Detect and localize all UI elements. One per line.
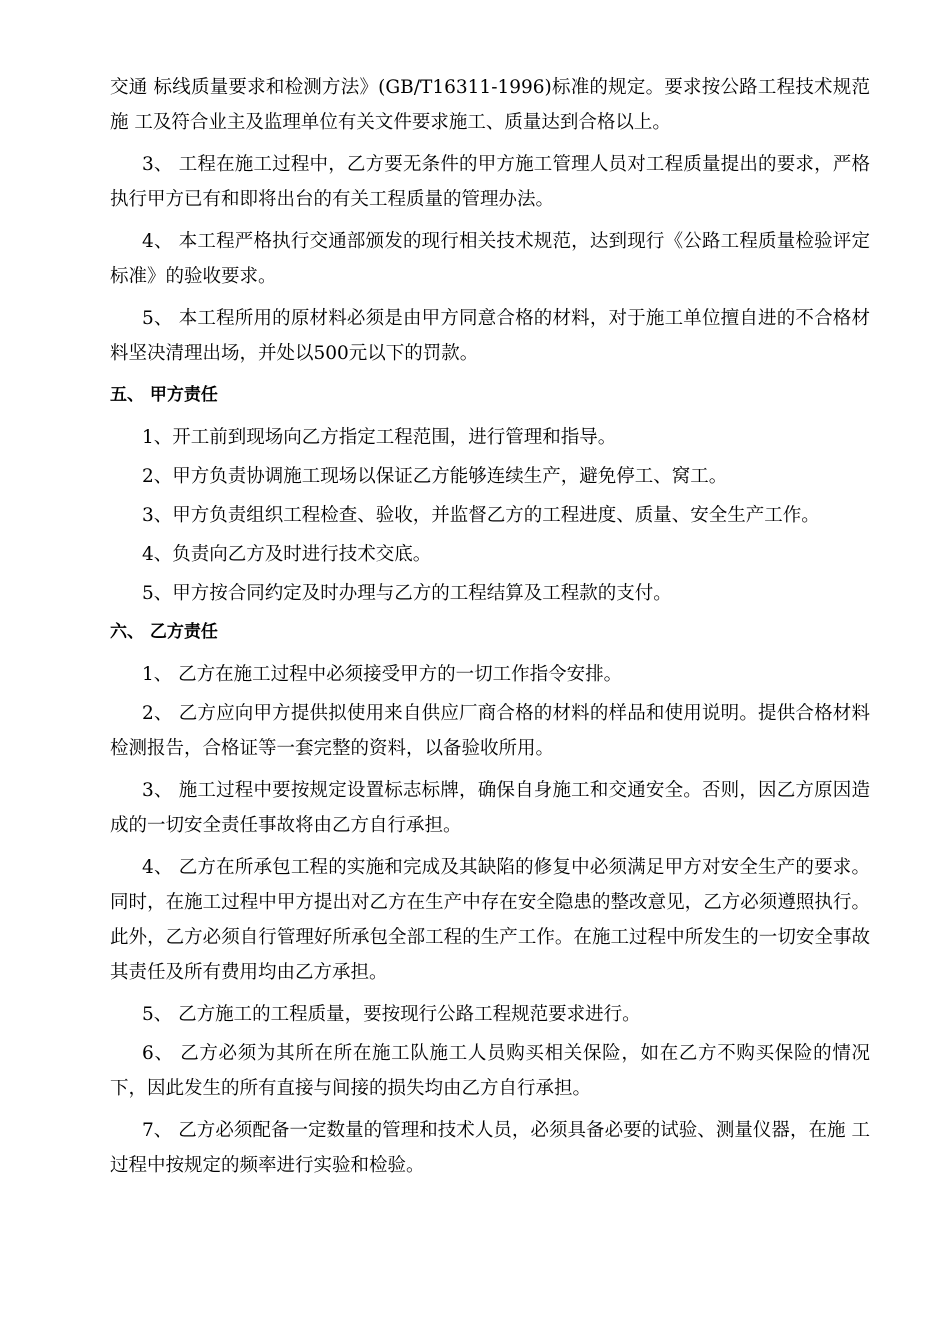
party-b-item-4: 4、 乙方在所承包工程的实施和完成及其缺陷的修复中必须满足甲方对安全生产的要求。同时，在施工过程中甲方提出对乙方在生产中存在安全隐患的整改意见，乙方必须遵照执行。此外，乙方必须自行管理好所承包全部工程的生产工作。在施工过程中所发生的一切安全事故其责任及所有费用均由乙方承担。: [110, 857, 870, 983]
party-b-item-6: 6、 乙方必须为其所在所在施工队施工人员购买相关保险，如在乙方不购买保险的情况下，因此发生的所有直接与间接的损失均由乙方自行承担。: [110, 1043, 870, 1099]
party-a-item-2: 2、甲方负责协调施工现场以保证乙方能够连续生产，避免停工、窝工。: [142, 466, 728, 487]
party-b-item-3: 3、 施工过程中要按规定设置标志标牌，确保自身施工和交通安全。否则，因乙方原因造成的一切安全责任事故将由乙方自行承担。: [110, 780, 870, 836]
party-b-item-5: 5、 乙方施工的工程质量，要按现行公路工程规范要求进行。: [142, 1004, 641, 1025]
section-heading-party-b: 六、 乙方责任: [110, 622, 218, 642]
party-a-item-3: 3、甲方负责组织工程检查、验收，并监督乙方的工程进度、质量、安全生产工作。: [142, 505, 820, 526]
section-heading-party-a: 五、 甲方责任: [110, 385, 218, 405]
quality-item-4: 4、 本工程严格执行交通部颁发的现行相关技术规范，达到现行《公路工程质量检验评定标准》的验收要求。: [110, 231, 870, 287]
quality-item-3: 3、 工程在施工过程中，乙方要无条件的甲方施工管理人员对工程质量提出的要求，严格执行甲方已有和即将出台的有关工程质量的管理办法。: [110, 154, 870, 210]
intro-paragraph: 交通 标线质量要求和检测方法》(GB/T16311-1996)标准的规定。要求按公路工程技术规范施 工及符合业主及监理单位有关文件要求施工、质量达到合格以上。: [110, 77, 870, 133]
party-a-item-4: 4、负责向乙方及时进行技术交底。: [142, 544, 432, 565]
document-body: [110, 70, 870, 1190]
party-b-item-2: 2、 乙方应向甲方提供拟使用来自供应厂商合格的材料的样品和使用说明。提供合格材料检测报告，合格证等一套完整的资料，以备验收所用。: [110, 703, 870, 759]
party-a-item-1: 1、开工前到现场向乙方指定工程范围，进行管理和指导。: [142, 427, 617, 448]
quality-item-5: 5、 本工程所用的原材料必须是由甲方同意合格的材料，对于施工单位擅自进的不合格材料坚决清理出场，并处以500元以下的罚款。: [110, 308, 870, 364]
party-a-item-5: 5、甲方按合同约定及时办理与乙方的工程结算及工程款的支付。: [142, 583, 672, 604]
party-b-item-7: 7、 乙方必须配备一定数量的管理和技术人员，必须具备必要的试验、测量仪器，在施 工过程中按规定的频率进行实验和检验。: [110, 1120, 870, 1176]
party-b-item-1: 1、 乙方在施工过程中必须接受甲方的一切工作指令安排。: [142, 664, 623, 685]
